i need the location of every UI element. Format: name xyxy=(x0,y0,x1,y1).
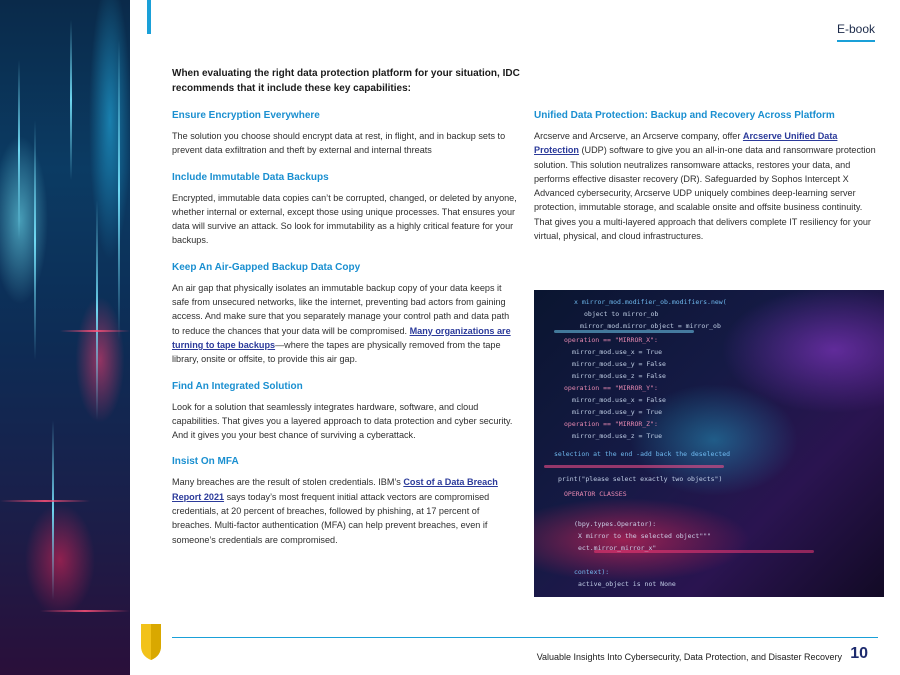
ebook-tag: E-book xyxy=(837,22,875,42)
footer-title: Valuable Insights Into Cybersecurity, Data Protection, and Disaster Recovery xyxy=(536,652,842,662)
footer-divider xyxy=(172,637,878,638)
code-photo: x mirror_mod.modifier_ob.modifiers.new( object to mirror_ob mirror_mod.mirror_object = mirror_ob operation == "MIRROR_X": mirror_mod.use_x = True mirror_mod.use_y = False mirror_mod.use_z = False operation == "MIRROR_Y": mirror_mod.use_x = False mirror_mod.use_y = True operation == "MIRROR_Z": mirror_mod.use_z = True selection at the end -add back the deselected print("please select exactly two objects") OPERATOR CLASSES (bpy.types.Operator): X mirror to the selected object""" ect.mirror_mirror_x" context): active_object is not None xyxy=(534,290,884,597)
left-column xyxy=(172,110,517,561)
section-body xyxy=(172,475,517,546)
section-body-text: —where the tapes are physically removed from the tape library, onsite or offsite, to provide this air gap. xyxy=(172,339,501,365)
shield-logo-icon xyxy=(139,622,163,662)
tape-backups-link[interactable]: Many organizations are turning to tape backups xyxy=(172,325,511,350)
section-title: Unified Data Protection: Backup and Recovery Across Platform xyxy=(534,110,835,121)
section-mfa xyxy=(172,456,517,546)
section-air-gapped xyxy=(172,262,517,367)
section-body: Encrypted, immutable data copies can’t be corrupted, changed, or deleted by anyone, whether internal or external, except those using unique processes. That ensures your data will survive an attack. So look for immutability as a highly critical feature for your backups. xyxy=(172,192,517,246)
section-title: Find An Integrated Solution xyxy=(172,380,303,392)
section-body xyxy=(172,281,517,367)
section-body-text: (UDP) software to give you an all-in-one data and ransomware protection solution. This solution neutralizes ransomware attacks, restores your data, and performs effective disaster recovery (DR). Safeguarded by Sophos Intercept X Advanced cybersecurity, Arcserve UDP uniquely combines deep-learning server protection, immutable storage, and scalable onsite and offsite business continuity. That gives you a multi-layered approach that delivers complete IT resiliency for your virtual, physical, and cloud infrastructures. xyxy=(534,145,876,242)
section-body-text: Many breaches are the result of stolen credentials. IBM’s xyxy=(172,477,404,488)
section-title: Ensure Encryption Everywhere xyxy=(172,110,320,121)
section-body-text: says today’s most frequent initial attack vectors are compromised credentials, at 20 percent of breaches, followed by phishing, at 17 percent of breaches. Multi-factor authentication (MFA) can help prevent breaches, even if someone’s credentials are compromised. xyxy=(172,491,490,545)
right-column xyxy=(534,110,879,257)
top-accent-bar xyxy=(147,0,151,34)
section-unified-data-protection xyxy=(534,110,879,243)
arcserve-udp-link[interactable]: Arcserve Unified Data Protection xyxy=(534,131,838,156)
section-body-text: An air gap that physically isolates an immutable backup copy of your data keeps it safe from unsecured networks, like the internet, preventing bad actors from gaining access. And make sure that you separately manage your control path and data path to reduce the chances that your data will be compromised. xyxy=(172,282,510,336)
section-body-text: Arcserve and Arcserve, an Arcserve company, offer xyxy=(534,131,743,141)
section-body: Look for a solution that seamlessly integrates hardware, software, and cloud capabilities. That gives you a layered approach to data protection and cyber security. And it gives you your best chance of surviving a cyberattack. xyxy=(172,401,513,441)
section-encryption xyxy=(172,110,517,158)
page-number: 10 xyxy=(850,645,868,662)
section-body: The solution you choose should encrypt data at rest, in flight, and in backup sets to prevent data exfiltration and theft by external and internal threats xyxy=(172,131,506,156)
section-immutable-backups xyxy=(172,172,517,248)
section-body xyxy=(534,129,879,243)
section-integrated-solution xyxy=(172,381,517,443)
section-title: Keep An Air-Gapped Backup Data Copy xyxy=(172,261,361,273)
section-title: Include Immutable Data Backups xyxy=(172,171,329,183)
intro-text: When evaluating the right data protection platform for your situation, IDC recommends that it include these key capabilities: xyxy=(172,68,520,94)
ibm-report-link[interactable]: Cost of a Data Breach Report 2021 xyxy=(172,477,498,502)
left-tech-image xyxy=(0,0,130,675)
section-title: Insist On MFA xyxy=(172,456,239,468)
